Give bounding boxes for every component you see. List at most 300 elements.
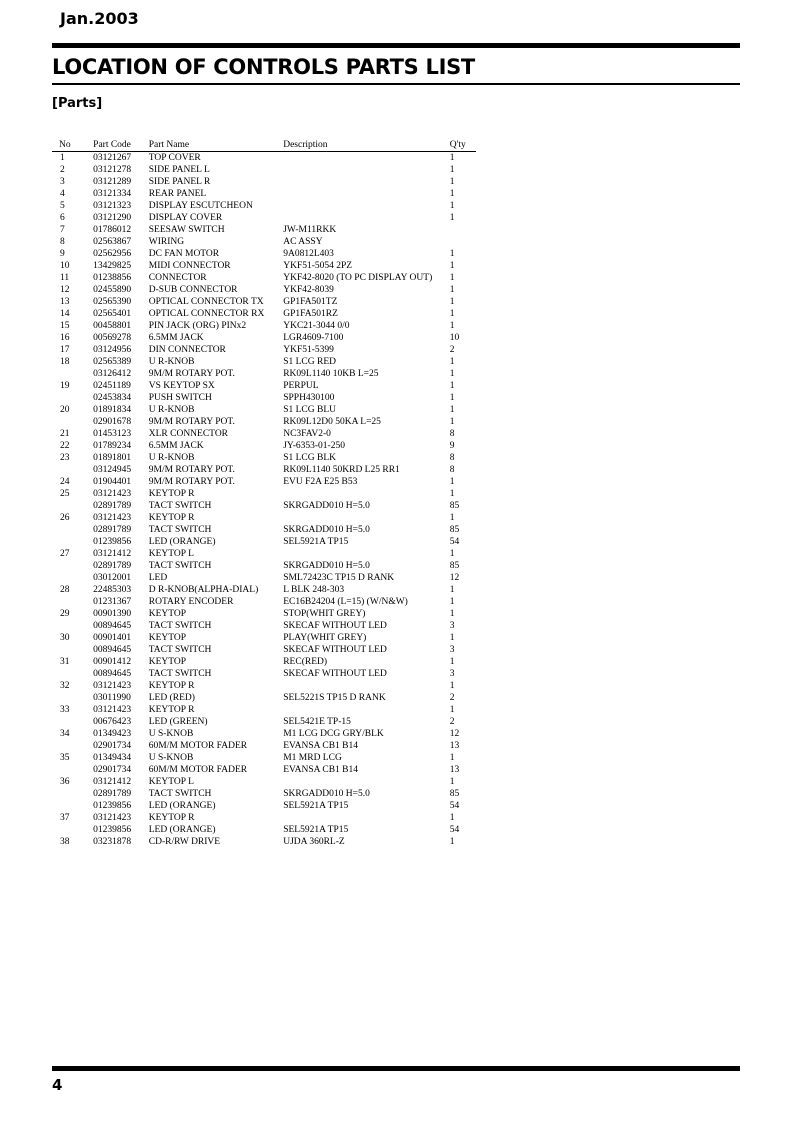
cell-description: RK09L1140 50KRD L25 RR1 [283,465,400,475]
cell-qty: 1 [449,633,455,643]
cell-qty: 1 [449,309,455,319]
cell-part-code: 03121334 [93,189,132,199]
cell-qty: 85 [449,501,460,511]
cell-part-name: LED (RED) [148,693,195,703]
cell-no: 23 [60,453,70,463]
cell-part-name: KEYTOP R [148,489,195,499]
cell-no [52,500,93,512]
table-row [52,800,476,812]
cell-qty: 54 [449,825,460,835]
cell-no: 29 [60,609,70,619]
cell-qty: 1 [449,153,455,163]
cell-no: 14 [60,309,70,319]
cell-part-name: TACT SWITCH [148,669,212,679]
cell-description: SKRGADD010 H=5.0 [283,789,370,799]
cell-description: SKECAF WITHOUT LED [283,621,387,631]
cell-description: GP1FA501TZ [283,297,338,307]
cell-no: 37 [60,813,70,823]
cell-part-name: ROTARY ENCODER [148,597,234,607]
table-row [52,188,476,200]
cell-description: UJDA 360RL-Z [283,837,345,847]
table-row [52,608,476,620]
cell-part-name: TACT SWITCH [148,561,212,571]
cell-part-name: OPTICAL CONNECTOR TX [148,297,264,307]
cell-part-code: 00894645 [93,621,132,631]
table-row [52,728,476,740]
cell-qty: 8 [449,453,455,463]
cell-description: SKECAF WITHOUT LED [283,645,387,655]
cell-part-code: 02565389 [93,357,132,367]
table-row [52,404,476,416]
cell-part-name: 9M/M ROTARY POT. [148,369,235,379]
cell-part-name: KEYTOP [148,633,187,643]
cell-description: YKF51-5054 2PZ [283,261,353,271]
cell-no [52,560,93,572]
cell-qty: 8 [449,429,455,439]
cell-no: 21 [60,429,70,439]
cell-description [283,812,450,824]
cell-qty: 1 [449,381,455,391]
cell-description: AC ASSY [283,237,323,247]
cell-description [283,152,450,165]
cell-no: 17 [60,345,70,355]
cell-no: 2 [60,165,65,175]
table-row [52,464,476,476]
cell-part-name: TACT SWITCH [148,789,212,799]
cell-part-code: 00458801 [93,321,132,331]
cell-part-name: 9M/M ROTARY POT. [148,417,235,427]
cell-part-name: OPTICAL CONNECTOR RX [148,309,265,319]
cell-qty: 2 [449,717,455,727]
cell-description [283,176,450,188]
cell-part-code: 03121423 [93,489,132,499]
table-row [52,536,476,548]
cell-part-code: 03121290 [93,213,132,223]
table-row [52,176,476,188]
cell-part-code: 03124945 [93,465,132,475]
cell-qty: 1 [449,609,455,619]
cell-no [52,416,93,428]
cell-description [283,164,450,176]
cell-part-name: TOP COVER [148,153,201,163]
cell-part-name: TACT SWITCH [148,525,212,535]
cell-description [283,212,450,224]
cell-no: 3 [60,177,65,187]
table-row [52,740,476,752]
cell-qty: 1 [449,261,455,271]
cell-part-name: U R-KNOB [148,405,195,415]
cell-part-name: CONNECTOR [148,273,207,283]
cell-qty: 1 [449,657,455,667]
cell-qty: 1 [449,597,455,607]
cell-description: S1 LCG RED [283,357,337,367]
cell-part-name: PIN JACK (ORG) PINx2 [148,321,247,331]
table-row [52,284,476,296]
table-row [52,488,476,500]
table-row [52,512,476,524]
cell-part-code: 02565401 [93,309,132,319]
table-row [52,812,476,824]
cell-no [52,524,93,536]
cell-qty: 1 [449,681,455,691]
cell-part-code: 02901678 [93,417,132,427]
cell-description: S1 LCG BLK [283,453,337,463]
cell-part-code: 01453123 [93,429,132,439]
cell-description: PERPUL [283,381,319,391]
cell-no: 12 [60,285,70,295]
cell-description: SKRGADD010 H=5.0 [283,501,370,511]
cell-description [283,488,450,500]
cell-no [52,788,93,800]
cell-part-name: 9M/M ROTARY POT. [148,477,235,487]
cell-no: 15 [60,321,70,331]
cell-qty: 1 [449,357,455,367]
cell-description: REC(RED) [283,657,328,667]
cell-no: 18 [60,357,70,367]
cell-part-code: 02453834 [93,393,132,403]
cell-part-name: U R-KNOB [148,453,195,463]
table-row [52,200,476,212]
cell-no: 27 [60,549,70,559]
table-row [52,416,476,428]
table-row [52,428,476,440]
cell-qty [450,236,476,248]
cell-no [52,716,93,728]
cell-part-code: 01349423 [93,729,132,739]
table-row [52,368,476,380]
cell-part-name: VS KEYTOP SX [148,381,215,391]
cell-description: JW-M11RKK [283,225,337,235]
cell-part-name: 60M/M MOTOR FADER [148,765,248,775]
cell-qty: 1 [449,549,455,559]
cell-part-code: 13429825 [93,261,132,271]
cell-description: RK09L1140 10KB L=25 [283,369,379,379]
cell-no: 10 [60,261,70,271]
cell-description: EVANSA CB1 B14 [283,765,359,775]
cell-description: M1 LCG DCG GRY/BLK [283,729,384,739]
cell-part-name: KEYTOP R [148,513,195,523]
cell-qty: 1 [449,777,455,787]
cell-description: SEL5921A TP15 [283,801,349,811]
cell-part-name: U R-KNOB [148,357,195,367]
cell-description: GP1FA501RZ [283,309,338,319]
cell-part-name: KEYTOP L [148,549,194,559]
cell-no [52,572,93,584]
table-row [52,212,476,224]
cell-part-name: D-SUB CONNECTOR [148,285,238,295]
cell-no [52,764,93,776]
cell-qty: 1 [449,489,455,499]
cell-qty: 85 [449,525,460,535]
cell-qty: 54 [449,801,460,811]
cell-part-name: SEESAW SWITCH [148,225,225,235]
cell-no: 32 [60,681,70,691]
cell-no: 11 [60,273,70,283]
table-row [52,260,476,272]
cell-description: EVANSA CB1 B14 [283,741,359,751]
cell-description [283,200,450,212]
cell-no: 7 [60,225,65,235]
cell-description: PLAY(WHIT GREY) [283,633,367,643]
cell-part-code: 01891801 [93,453,132,463]
cell-no: 33 [60,705,70,715]
cell-qty: 1 [449,513,455,523]
cell-part-name: LED (GREEN) [148,717,208,727]
cell-part-name: LED [148,573,168,583]
column-header-no: No [52,139,93,152]
cell-part-name: 9M/M ROTARY POT. [148,465,235,475]
cell-part-name: CD-R/RW DRIVE [148,837,221,847]
cell-part-code: 02565390 [93,297,132,307]
cell-part-name: 60M/M MOTOR FADER [148,741,248,751]
cell-no: 6 [60,213,65,223]
cell-part-code: 00676423 [93,717,132,727]
table-row [52,788,476,800]
cell-part-code: 03121423 [93,513,132,523]
cell-part-code: 02562956 [93,249,132,259]
column-header-description: Description [283,139,450,152]
cell-part-code: 01786012 [93,225,132,235]
table-row [52,584,476,596]
table-row [52,356,476,368]
cell-part-name: TACT SWITCH [148,621,212,631]
table-row [52,836,476,848]
cell-part-name: U S-KNOB [148,729,194,739]
cell-qty: 1 [449,813,455,823]
cell-description: YKF51-5399 [283,345,334,355]
cell-description: EC16B24204 (L=15) (W/N&W) [283,597,408,607]
cell-part-name: PUSH SWITCH [148,393,212,403]
cell-part-name: LED (ORANGE) [148,825,216,835]
header-rule-top [52,43,740,48]
cell-no: 36 [60,777,70,787]
table-row [52,380,476,392]
cell-qty: 3 [449,645,455,655]
cell-part-name: U S-KNOB [148,753,194,763]
cell-part-code: 03121423 [93,813,132,823]
cell-part-code: 03231878 [93,837,132,847]
cell-description [283,548,450,560]
cell-qty: 1 [449,585,455,595]
cell-qty: 54 [449,537,460,547]
header-rule-bottom [52,83,740,85]
cell-part-code: 01231367 [93,597,132,607]
cell-no: 22 [60,441,70,451]
cell-description: JY-6353-01-250 [283,441,345,451]
cell-description: LGR4609-7100 [283,333,344,343]
cell-part-code: 03121423 [93,681,132,691]
cell-part-name: 6.5MM JACK [148,441,204,451]
cell-no: 1 [60,153,65,163]
cell-part-name: KEYTOP [148,609,187,619]
cell-qty: 1 [449,417,455,427]
cell-description [283,704,450,716]
cell-qty: 1 [449,369,455,379]
cell-part-name: DISPLAY COVER [148,213,223,223]
cell-part-code: 01238856 [93,273,132,283]
table-row [52,764,476,776]
cell-part-code: 02891789 [93,525,132,535]
cell-part-name: DIN CONNECTOR [148,345,226,355]
cell-qty: 85 [449,789,460,799]
cell-qty [450,224,476,236]
cell-part-name: KEYTOP [148,657,187,667]
table-row [52,776,476,788]
table-row [52,548,476,560]
cell-part-code: 02563867 [93,237,132,247]
cell-part-code: 00569278 [93,333,132,343]
cell-part-code: 03121267 [93,153,132,163]
cell-qty: 1 [449,321,455,331]
section-heading: [Parts] [52,96,103,111]
cell-qty: 1 [449,753,455,763]
cell-description: SEL5221S TP15 D RANK [283,693,386,703]
cell-qty: 12 [449,729,460,739]
cell-no: 34 [60,729,70,739]
cell-no: 25 [60,489,70,499]
cell-no: 20 [60,405,70,415]
cell-part-name: KEYTOP L [148,777,194,787]
table-row [52,680,476,692]
cell-qty: 13 [449,765,460,775]
cell-description [283,188,450,200]
cell-no [52,800,93,812]
cell-part-name: D R-KNOB(ALPHA-DIAL) [148,585,259,595]
cell-part-name: SIDE PANEL L [148,165,210,175]
table-row [52,500,476,512]
page-number: 4 [52,1076,63,1094]
cell-part-code: 01239856 [93,801,132,811]
cell-part-name: DISPLAY ESCUTCHEON [148,201,253,211]
cell-no [52,392,93,404]
cell-description: YKC21-3044 0/0 [283,321,350,331]
cell-part-code: 02455890 [93,285,132,295]
table-row [52,692,476,704]
column-header-part-code: Part Code [93,139,149,152]
cell-qty: 1 [449,837,455,847]
cell-description: L BLK 248-303 [283,585,345,595]
cell-no: 9 [60,249,65,259]
table-row [52,452,476,464]
cell-part-code: 03011990 [93,693,131,703]
table-row [52,308,476,320]
table-row [52,668,476,680]
cell-description: YKF42-8039 [283,285,334,295]
cell-part-name: TACT SWITCH [148,645,212,655]
cell-part-code: 03121412 [93,549,132,559]
cell-part-name: MIDI CONNECTOR [148,261,231,271]
cell-qty: 3 [449,669,455,679]
table-row [52,152,476,165]
cell-description [283,512,450,524]
cell-part-name: KEYTOP R [148,813,195,823]
cell-description: SEL5921A TP15 [283,537,349,547]
parts-table-body [52,152,476,849]
cell-part-code: 02891789 [93,789,132,799]
cell-part-code: 02891789 [93,561,132,571]
cell-qty: 1 [449,393,455,403]
column-header-qty: Q'ty [450,139,476,152]
cell-part-code: 03121412 [93,777,132,787]
table-row [52,524,476,536]
cell-description: 9A0812L403 [283,249,334,259]
cell-qty: 3 [449,621,455,631]
table-row [52,164,476,176]
cell-qty: 1 [449,705,455,715]
cell-part-code: 22485303 [93,585,132,595]
table-row [52,824,476,836]
cell-qty: 1 [449,201,455,211]
cell-qty: 1 [449,273,455,283]
cell-part-code: 03121423 [93,705,132,715]
cell-qty: 1 [449,249,455,259]
table-row [52,320,476,332]
cell-part-code: 02451189 [93,381,131,391]
cell-part-code: 01239856 [93,825,132,835]
cell-description: S1 LCG BLU [283,405,337,415]
cell-description: SEL5921A TP15 [283,825,349,835]
table-row [52,476,476,488]
table-row [52,236,476,248]
cell-no [52,824,93,836]
table-row [52,272,476,284]
table-row [52,644,476,656]
cell-no: 35 [60,753,70,763]
cell-qty: 1 [449,405,455,415]
cell-no: 38 [60,837,70,847]
table-header-row [52,139,476,152]
cell-description: YKF42-8020 (TO PC DISPLAY OUT) [283,273,433,283]
cell-part-code: 01349434 [93,753,132,763]
cell-qty: 9 [449,441,455,451]
cell-qty: 1 [449,189,455,199]
cell-no: 30 [60,633,70,643]
cell-no: 19 [60,381,70,391]
cell-description [283,680,450,692]
cell-description: SPPH430100 [283,393,335,403]
cell-part-code: 01239856 [93,537,132,547]
table-row [52,440,476,452]
cell-no: 16 [60,333,70,343]
page-title: LOCATION OF CONTROLS PARTS LIST [52,55,475,79]
cell-part-code: 02901734 [93,765,132,775]
cell-part-name: LED (ORANGE) [148,537,216,547]
parts-table [52,139,476,848]
column-header-part-name: Part Name [149,139,283,152]
cell-qty: 10 [449,333,460,343]
cell-part-code: 03121323 [93,201,132,211]
cell-no: 28 [60,585,70,595]
cell-no [52,368,93,380]
cell-description [283,776,450,788]
table-row [52,572,476,584]
cell-no [52,620,93,632]
cell-part-name: WIRING [148,237,185,247]
cell-no: 4 [60,189,65,199]
cell-part-code: 03121278 [93,165,132,175]
cell-description: SKRGADD010 H=5.0 [283,561,370,571]
cell-part-code: 03121289 [93,177,132,187]
document-date: Jan.2003 [60,9,139,28]
cell-description: SML72423C TP15 D RANK [283,573,395,583]
table-row [52,248,476,260]
table-row [52,224,476,236]
cell-qty: 1 [449,177,455,187]
cell-no [52,536,93,548]
cell-no: 5 [60,201,65,211]
footer-rule [52,1066,740,1071]
cell-no: 26 [60,513,70,523]
